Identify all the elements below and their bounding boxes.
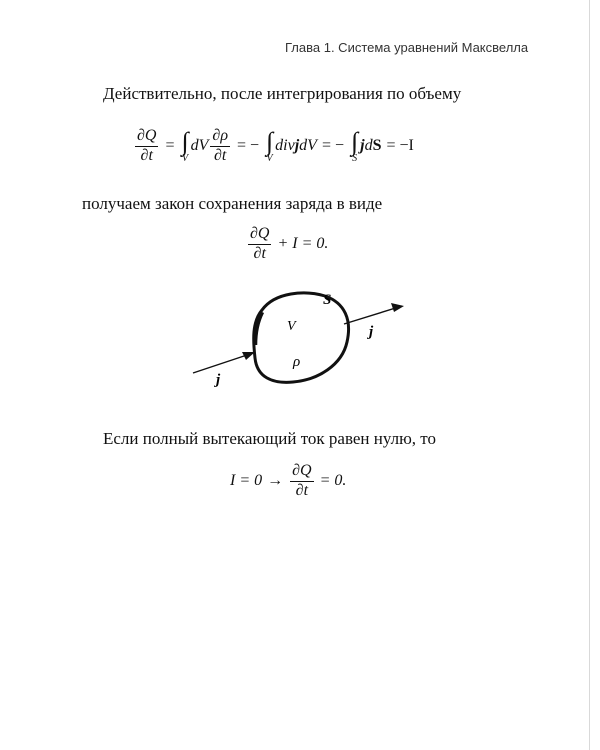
- dV-term: dV: [190, 137, 209, 155]
- j-vector: j: [294, 137, 300, 155]
- integral-symbol: ∫: [351, 126, 359, 156]
- S-vector: S: [372, 137, 382, 155]
- equals-sign: =: [165, 137, 175, 155]
- paragraph-3: Если полный вытекающий ток равен нулю, то: [103, 429, 437, 448]
- outgoing-arrowhead: [391, 303, 404, 312]
- label-V: V: [287, 319, 296, 334]
- equation-lhs: I = 0: [230, 472, 263, 490]
- integral-symbol: ∫: [266, 126, 274, 156]
- j-vector: j: [360, 137, 365, 155]
- numerator: ∂Q: [290, 463, 313, 482]
- denominator: ∂t: [140, 146, 153, 164]
- numerator: ∂ρ: [210, 128, 230, 147]
- equation-zero-current: [230, 463, 346, 500]
- div-operator: div: [275, 137, 295, 155]
- numerator: ∂Q: [248, 226, 271, 245]
- running-header: Глава 1. Система уравнений Максвелла: [285, 40, 529, 55]
- integral-symbol: ∫: [181, 126, 189, 156]
- denominator: ∂t: [253, 244, 266, 262]
- label-j-outgoing: j: [369, 324, 374, 340]
- paragraph-1: Действительно, после интегрирования по объему: [103, 84, 462, 103]
- denominator: ∂t: [214, 146, 227, 164]
- equals-minus: = −: [237, 137, 260, 155]
- equation-rest: = 0.: [319, 472, 347, 490]
- fraction-dQ-dt: [290, 463, 313, 500]
- numerator: ∂Q: [135, 128, 158, 147]
- integral-subscript: V: [182, 152, 189, 164]
- label-rho: ρ: [293, 354, 301, 370]
- d-term: d: [364, 137, 373, 155]
- implies-arrow: →: [267, 472, 284, 490]
- integral-subscript: S: [352, 152, 358, 164]
- denominator: ∂t: [295, 481, 309, 499]
- equation-rest: + I = 0.: [277, 235, 329, 253]
- equals-minus: = −: [321, 137, 344, 155]
- label-j-incoming: j: [216, 372, 221, 388]
- equals-minus-I: = −I: [386, 137, 414, 155]
- integral-subscript: V: [266, 152, 273, 164]
- label-S: S: [323, 292, 332, 308]
- dV-term: dV: [299, 137, 317, 155]
- closed-surface: [254, 293, 349, 382]
- paragraph-2: получаем закон сохранения заряда в виде: [82, 194, 383, 213]
